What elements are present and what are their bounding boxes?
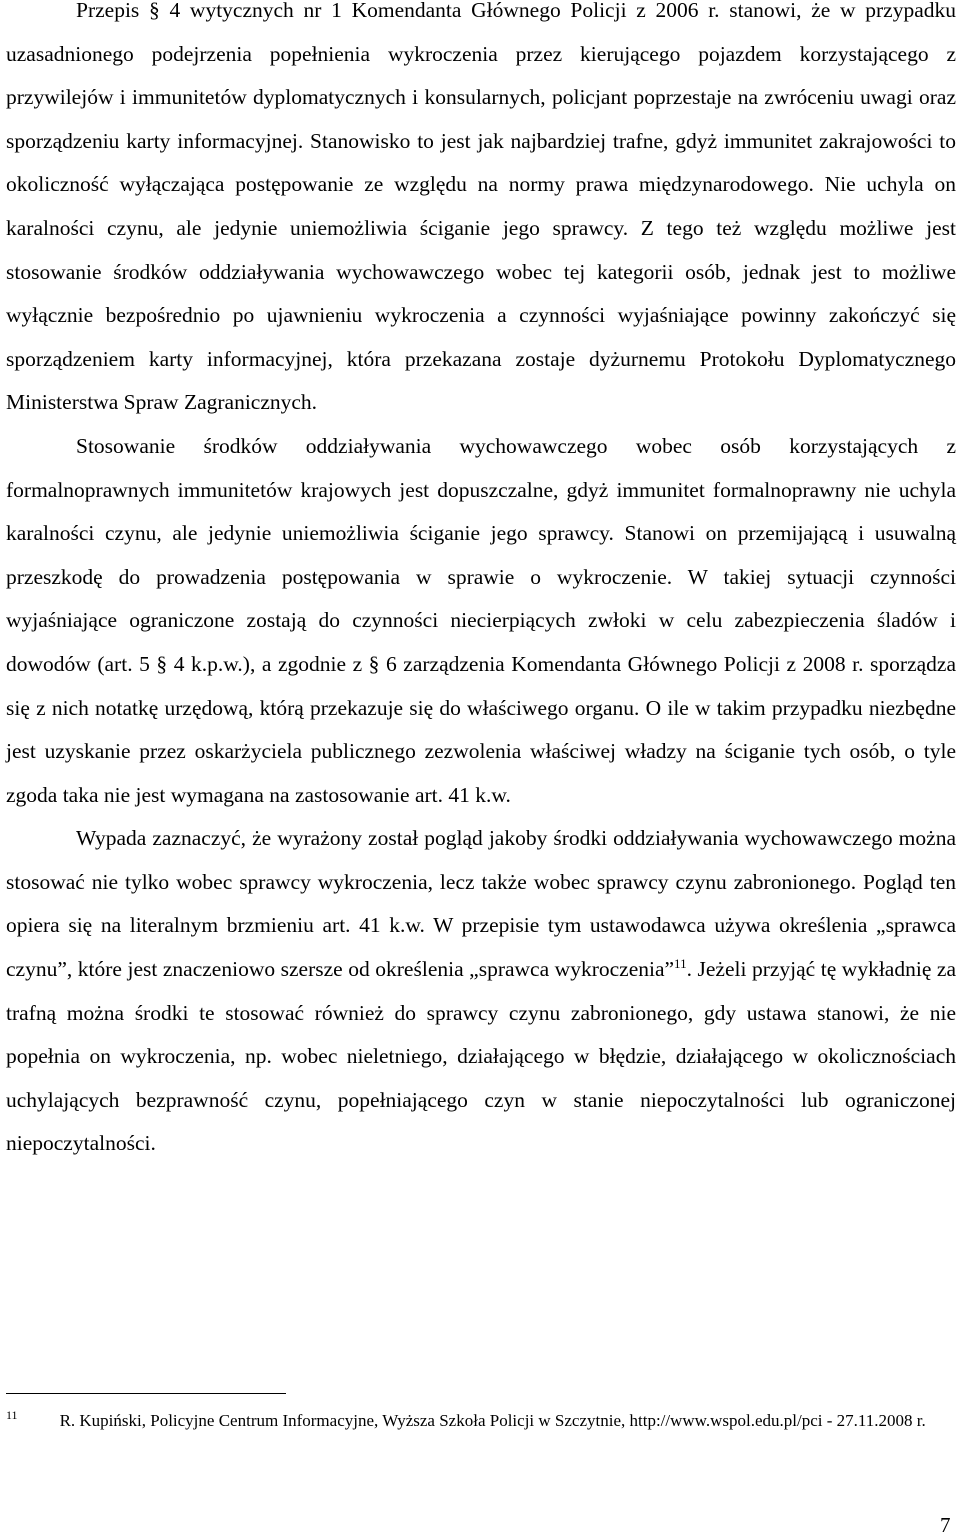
body-text <box>6 0 956 1166</box>
paragraph-3-text-end: . Jeżeli przyjąć tę wykładnię za trafną można środki te stosować również do sprawcy czynu zabronionego, gdy ustawa stanowi, że nie popełnia on wykroczenia, np. wobec nieletniego, działającego w błędzie, działającego w okolicznościach uchylających bezprawność czynu, popełniającego czyn w stanie niepoczytalności lub ograniczonej niepoczytalności. <box>6 957 956 1156</box>
paragraph-3-text-start: Wypada zaznaczyć, że wyrażony został pogląd jakoby środki oddziaływania wychowawczego można stosować nie tylko wobec sprawcy wykroczenia, lecz także wobec sprawcy czynu zabronionego. Pogląd ten opiera się na literalnym brzmieniu art. 41 k.w. W przepisie tym ustawodawca używa określenia „sprawca czynu”, które jest znaczeniowo szersze od określenia „sprawca wykroczenia” <box>6 826 956 982</box>
footnote-text: R. Kupiński, Policyjne Centrum Informacyjne, Wyższa Szkoła Policji w Szczytnie, http://www.wspol.edu.pl/pci - 27.11.2008 r. <box>59 1411 926 1430</box>
paragraph-1: Przepis § 4 wytycznych nr 1 Komendanta Głównego Policji z 2006 r. stanowi, że w przypadku uzasadnionego podejrzenia popełnienia wykroczenia przez kierującego pojazdem korzystającego z przywilejów i immunitetów dyplomatycznych i konsularnych, policjant poprzestaje na zwróceniu uwagi oraz sporządzeniu karty informacyjnej. Stanowisko to jest jak najbardziej trafne, gdyż immunitet zakrajowości to okoliczność wyłączająca postępowanie ze względu na normy prawa międzynarodowego. Nie uchyla on karalności czynu, ale jedynie uniemożliwia ściganie jego sprawcy. Z tego też względu możliwe jest stosowanie środków oddziaływania wychowawczego wobec tej kategorii osób, jednak jest to możliwe wyłącznie bezpośrednio po ujawnieniu wykroczenia a czynności wyjaśniające powinny zakończyć się sporządzeniem karty informacyjnej, która przekazana zostaje dyżurnemu Protokołu Dyplomatycznego Ministerstwa Spraw Zagranicznych. <box>6 0 956 415</box>
paragraph-3 <box>6 817 956 1166</box>
footnote-number: 11 <box>6 1408 18 1423</box>
page-number: 7 <box>940 1513 951 1537</box>
footnote-separator <box>6 1393 286 1394</box>
paragraph-2: Stosowanie środków oddziaływania wychowawczego wobec osób korzystających z formalnoprawnych immunitetów krajowych jest dopuszczalne, gdyż immunitet formalnoprawny nie uchyla karalności czynu, ale jedynie uniemożliwia ściganie jego sprawcy. Stanowi on przemijającą i usuwalną przeszkodę do prowadzenia postępowania w sprawie o wykroczenie. W takiej sytuacji czynności wyjaśniające ograniczone zostają do czynności niecierpiących zwłoki w celu zabezpieczenia śladów i dowodów (art. 5 § 4 k.p.w.), a zgodnie z § 6 zarządzenia Komendanta Głównego Policji z 2008 r. sporządza się z nich notatkę urzędową, którą przekazuje się do właściwego organu. O ile w takim przypadku niezbędne jest uzyskanie przez oskarżyciela publicznego zezwolenia właściwej władzy na ściganie tych osób, o tyle zgoda taka nie jest wymagana na zastosowanie art. 41 k.w. <box>6 433 956 807</box>
footnote-reference: 11 <box>674 955 687 971</box>
footnote <box>6 1410 956 1432</box>
